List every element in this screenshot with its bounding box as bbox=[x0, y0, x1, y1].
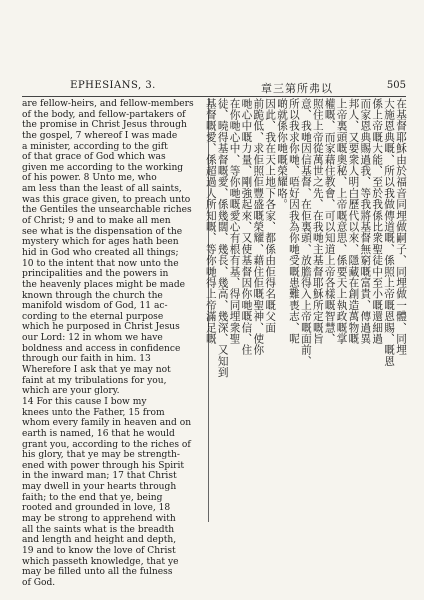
chinese-column: 在基督耶穌由於福音同埋做嗣子、同埋做一體、同埋 bbox=[395, 98, 407, 356]
english-line: the Gentiles the unsearchable riches bbox=[22, 205, 192, 216]
chinese-column: 啲就係你哋嘅榮耀咯。 bbox=[276, 98, 289, 210]
chinese-column: 上帝裏頭嘅奧秘、上帝嘅意思、係要天上執政嘅掌 bbox=[335, 98, 348, 345]
chinese-column: 在你哋心中、等你哋嘅愛心有根有基、得同埋衆聖 bbox=[228, 98, 241, 345]
english-line: 14 For this cause I bow my bbox=[22, 396, 147, 407]
english-line: of that grace of God which was bbox=[22, 152, 166, 163]
english-line: and length and height and depth, bbox=[22, 535, 177, 546]
english-line: may dwell in your hearts through bbox=[22, 482, 177, 493]
english-line: boldness and access in confidence bbox=[22, 343, 181, 354]
chinese-column: 哋心中嘅力量、剛強起來、又使基督因你哋嘅信、住 bbox=[240, 98, 253, 356]
english-line: knees unto the Father, 15 from bbox=[22, 407, 165, 418]
english-line: 19 and to know the love of Christ bbox=[22, 545, 176, 556]
english-text-column bbox=[22, 99, 204, 588]
chinese-column: 徒、曉得基督嘅愛、係幾闊、幾長、幾高、幾深、又知到 bbox=[216, 98, 229, 378]
english-line: grant you, according to the riches of bbox=[22, 439, 191, 450]
chinese-text-column bbox=[204, 98, 407, 522]
chinese-column: 權嘅、而家藉住教會、可以知道上帝各樣嘅智慧、 bbox=[323, 98, 336, 345]
english-line: whom every family in heaven and on bbox=[22, 418, 192, 429]
english-line: of his power. 8 Unto me, who bbox=[22, 173, 157, 184]
english-line: a minister, according to the gift bbox=[22, 141, 168, 152]
header-chinese-title: 章三第所弗以 bbox=[261, 82, 333, 95]
english-line: principalities and the powers in bbox=[22, 269, 169, 280]
english-line: mystery which for ages hath been bbox=[22, 237, 179, 248]
english-line: in the inward man; 17 that Christ bbox=[22, 471, 177, 482]
english-line: which passeth knowledge, that ye bbox=[22, 556, 179, 567]
english-line: manifold wisdom of God, 11 ac- bbox=[22, 301, 168, 312]
header-english-title: EPHESIANS, 3. bbox=[70, 80, 156, 91]
english-line: our Lord: 12 in whom we have bbox=[22, 333, 163, 344]
english-line: are fellow-heirs, and fellow-members bbox=[22, 99, 194, 109]
english-line: was this grace given, to preach unto bbox=[22, 194, 191, 205]
chinese-column: 邦人、又要衆人明白歷代以來、隱藏在創造萬物嘅 bbox=[347, 98, 360, 345]
english-line: his glory, that ye may be strength- bbox=[22, 450, 180, 461]
english-line: through our faith in him. 13 bbox=[22, 354, 151, 365]
english-line: ened with power through his Spirit bbox=[22, 460, 185, 471]
english-line: which are your glory. bbox=[22, 386, 120, 397]
english-line: may be strong to apprehend with bbox=[22, 513, 176, 524]
english-line: am less than the least of all saints, bbox=[22, 184, 182, 195]
chinese-column: 因此、我在天上地下各家、都係由佢得名嘅父面 bbox=[264, 98, 277, 334]
english-line: given me according to the working bbox=[22, 162, 184, 173]
english-line: of God. bbox=[22, 577, 56, 588]
english-line: known through the church the bbox=[22, 290, 163, 301]
chinese-column: 基督嘅愛、係超過人所知嘅、等你哋得上帝滿足嘅 bbox=[204, 98, 217, 345]
chinese-column: 意、我哋因信基督、在佢裏頭、放膽得入上帝嘅面前、 bbox=[299, 98, 312, 367]
english-line: cording to the eternal purpose bbox=[22, 311, 164, 322]
english-line: the promise in Christ Jesus through bbox=[22, 120, 187, 131]
english-line: faint at my tribulations for you, bbox=[22, 375, 167, 386]
english-line: hid in God who created all things; bbox=[22, 247, 179, 258]
english-line: of Christ; 9 and to make all men bbox=[22, 216, 171, 227]
english-line: earth is named, 16 that he would bbox=[22, 428, 175, 439]
chinese-column: 所以我求你哋、唔好因我為你哋受嘅患難喪志、呢 bbox=[287, 98, 300, 345]
english-line: faith; to the end that ye, being bbox=[22, 492, 163, 503]
chinese-column: 大施恩典嘅、所以我做傳道嘅、係照上帝嘅恩賜、嘅恩 bbox=[383, 98, 396, 367]
english-line: all the saints what is the breadth bbox=[22, 524, 175, 535]
english-line: of the body, and fellow-partakers of bbox=[22, 109, 186, 120]
chinese-column: 而家恩典賜過我、等我將基督無窮嘅富貴、傳過異 bbox=[359, 98, 372, 345]
english-line: the gospel, 7 whereof I was made bbox=[22, 130, 178, 141]
chinese-column: 係上帝嘅大能、至於我係比衆聖徒中至小嘅還細過 bbox=[371, 98, 384, 345]
english-line: the heavenly places might be made bbox=[22, 279, 186, 290]
english-line: which he purposed in Christ Jesus bbox=[22, 322, 180, 333]
english-line: see what is the dispensation of the bbox=[22, 226, 183, 237]
english-line: Wherefore I ask that ye may not bbox=[22, 365, 171, 376]
chinese-column: 照住上帝從萬世之先、在我哋主基督耶穌所定嘅旨 bbox=[311, 98, 324, 345]
chinese-column: 前跪低、求佢照佢豐盛嘅榮耀、藉住佢嘅聖神、使你 bbox=[252, 98, 265, 356]
english-line: rooted and grounded in love, 18 bbox=[22, 503, 171, 514]
english-line: may be filled unto all the fulness bbox=[22, 567, 173, 578]
bible-page bbox=[22, 80, 407, 588]
page-number: 505 bbox=[386, 80, 406, 91]
english-line: 10 to the intent that now unto the bbox=[22, 258, 179, 269]
page-header bbox=[22, 80, 406, 97]
